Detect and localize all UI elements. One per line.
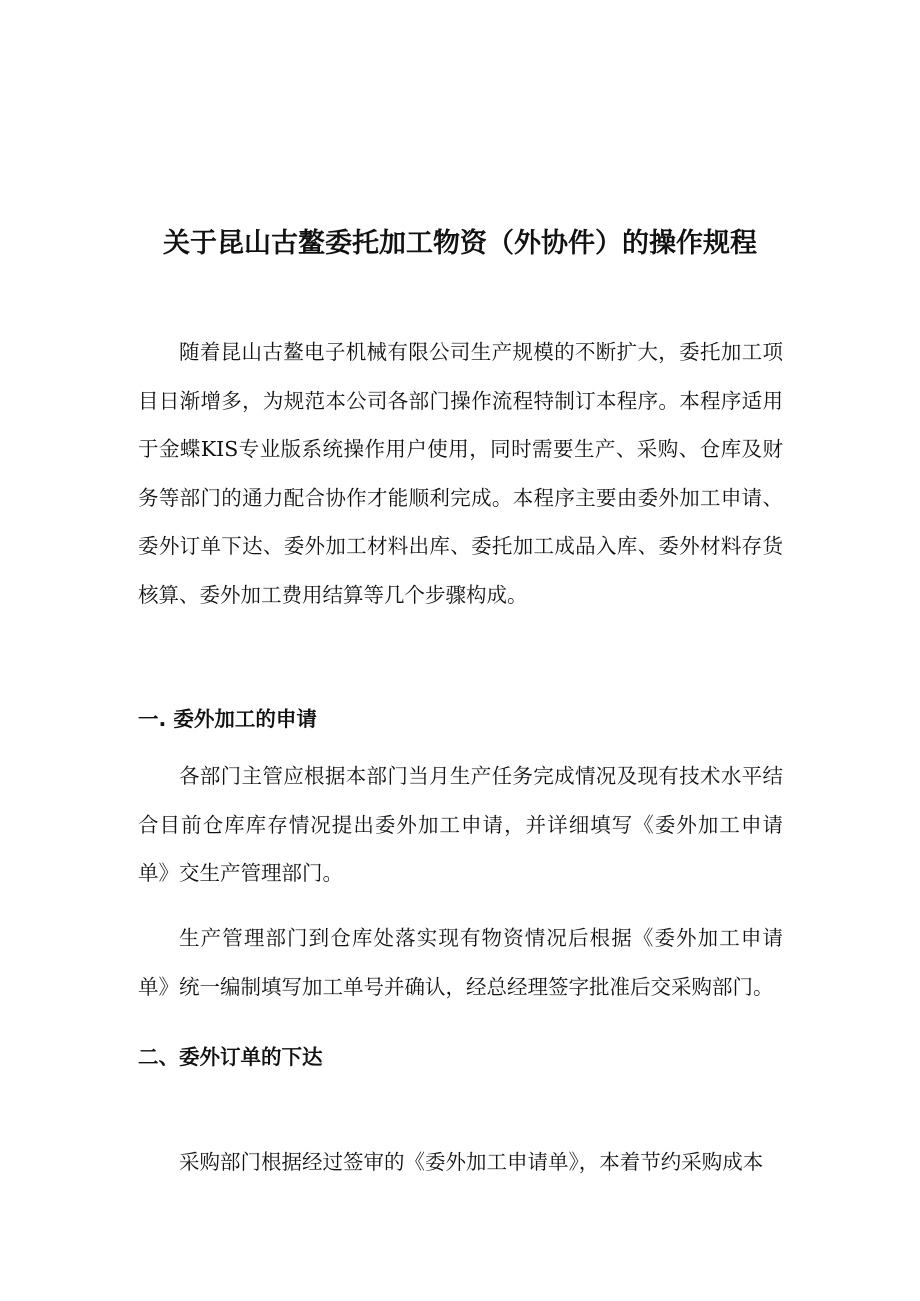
- intro-paragraph: 随着昆山古鳌电子机械有限公司生产规模的不断扩大，委托加工项目日渐增多，为规范本公司各部门操作流程特制订本程序。本程序适用于金蝶KIS专业版系统操作用户使用，同时需要生产、采购、仓库及财务等部门的通力配合协作才能顺利完成。本程序主要由委外加工申请、委外订单下达、委外加工材料出库、委托加工成品入库、委外材料存货核算、委外加工费用结算等几个步骤构成。: [138, 340, 783, 607]
- section-1-paragraph-2: 生产管理部门到仓库处落实现有物资情况后根据《委外加工申请单》统一编制填写加工单号并确认，经总经理签字批准后交采购部门。: [138, 926, 783, 999]
- section-2-paragraph-1: 采购部门根据经过签审的《委外加工申请单》，本着节约采购成本: [179, 1150, 764, 1174]
- section-1-paragraph-1: 各部门主管应根据本部门当月生产任务完成情况及现有技术水平结合目前仓库库存情况提出委外加工申请，并详细填写《委外加工申请单》交生产管理部门。: [138, 764, 783, 885]
- section-heading-2: 二、委外订单的下达: [138, 1045, 323, 1069]
- document-title: 关于昆山古鳌委托加工物资（外协件）的操作规程: [163, 228, 757, 260]
- section-heading-1: 一. 委外加工的申请: [138, 707, 317, 731]
